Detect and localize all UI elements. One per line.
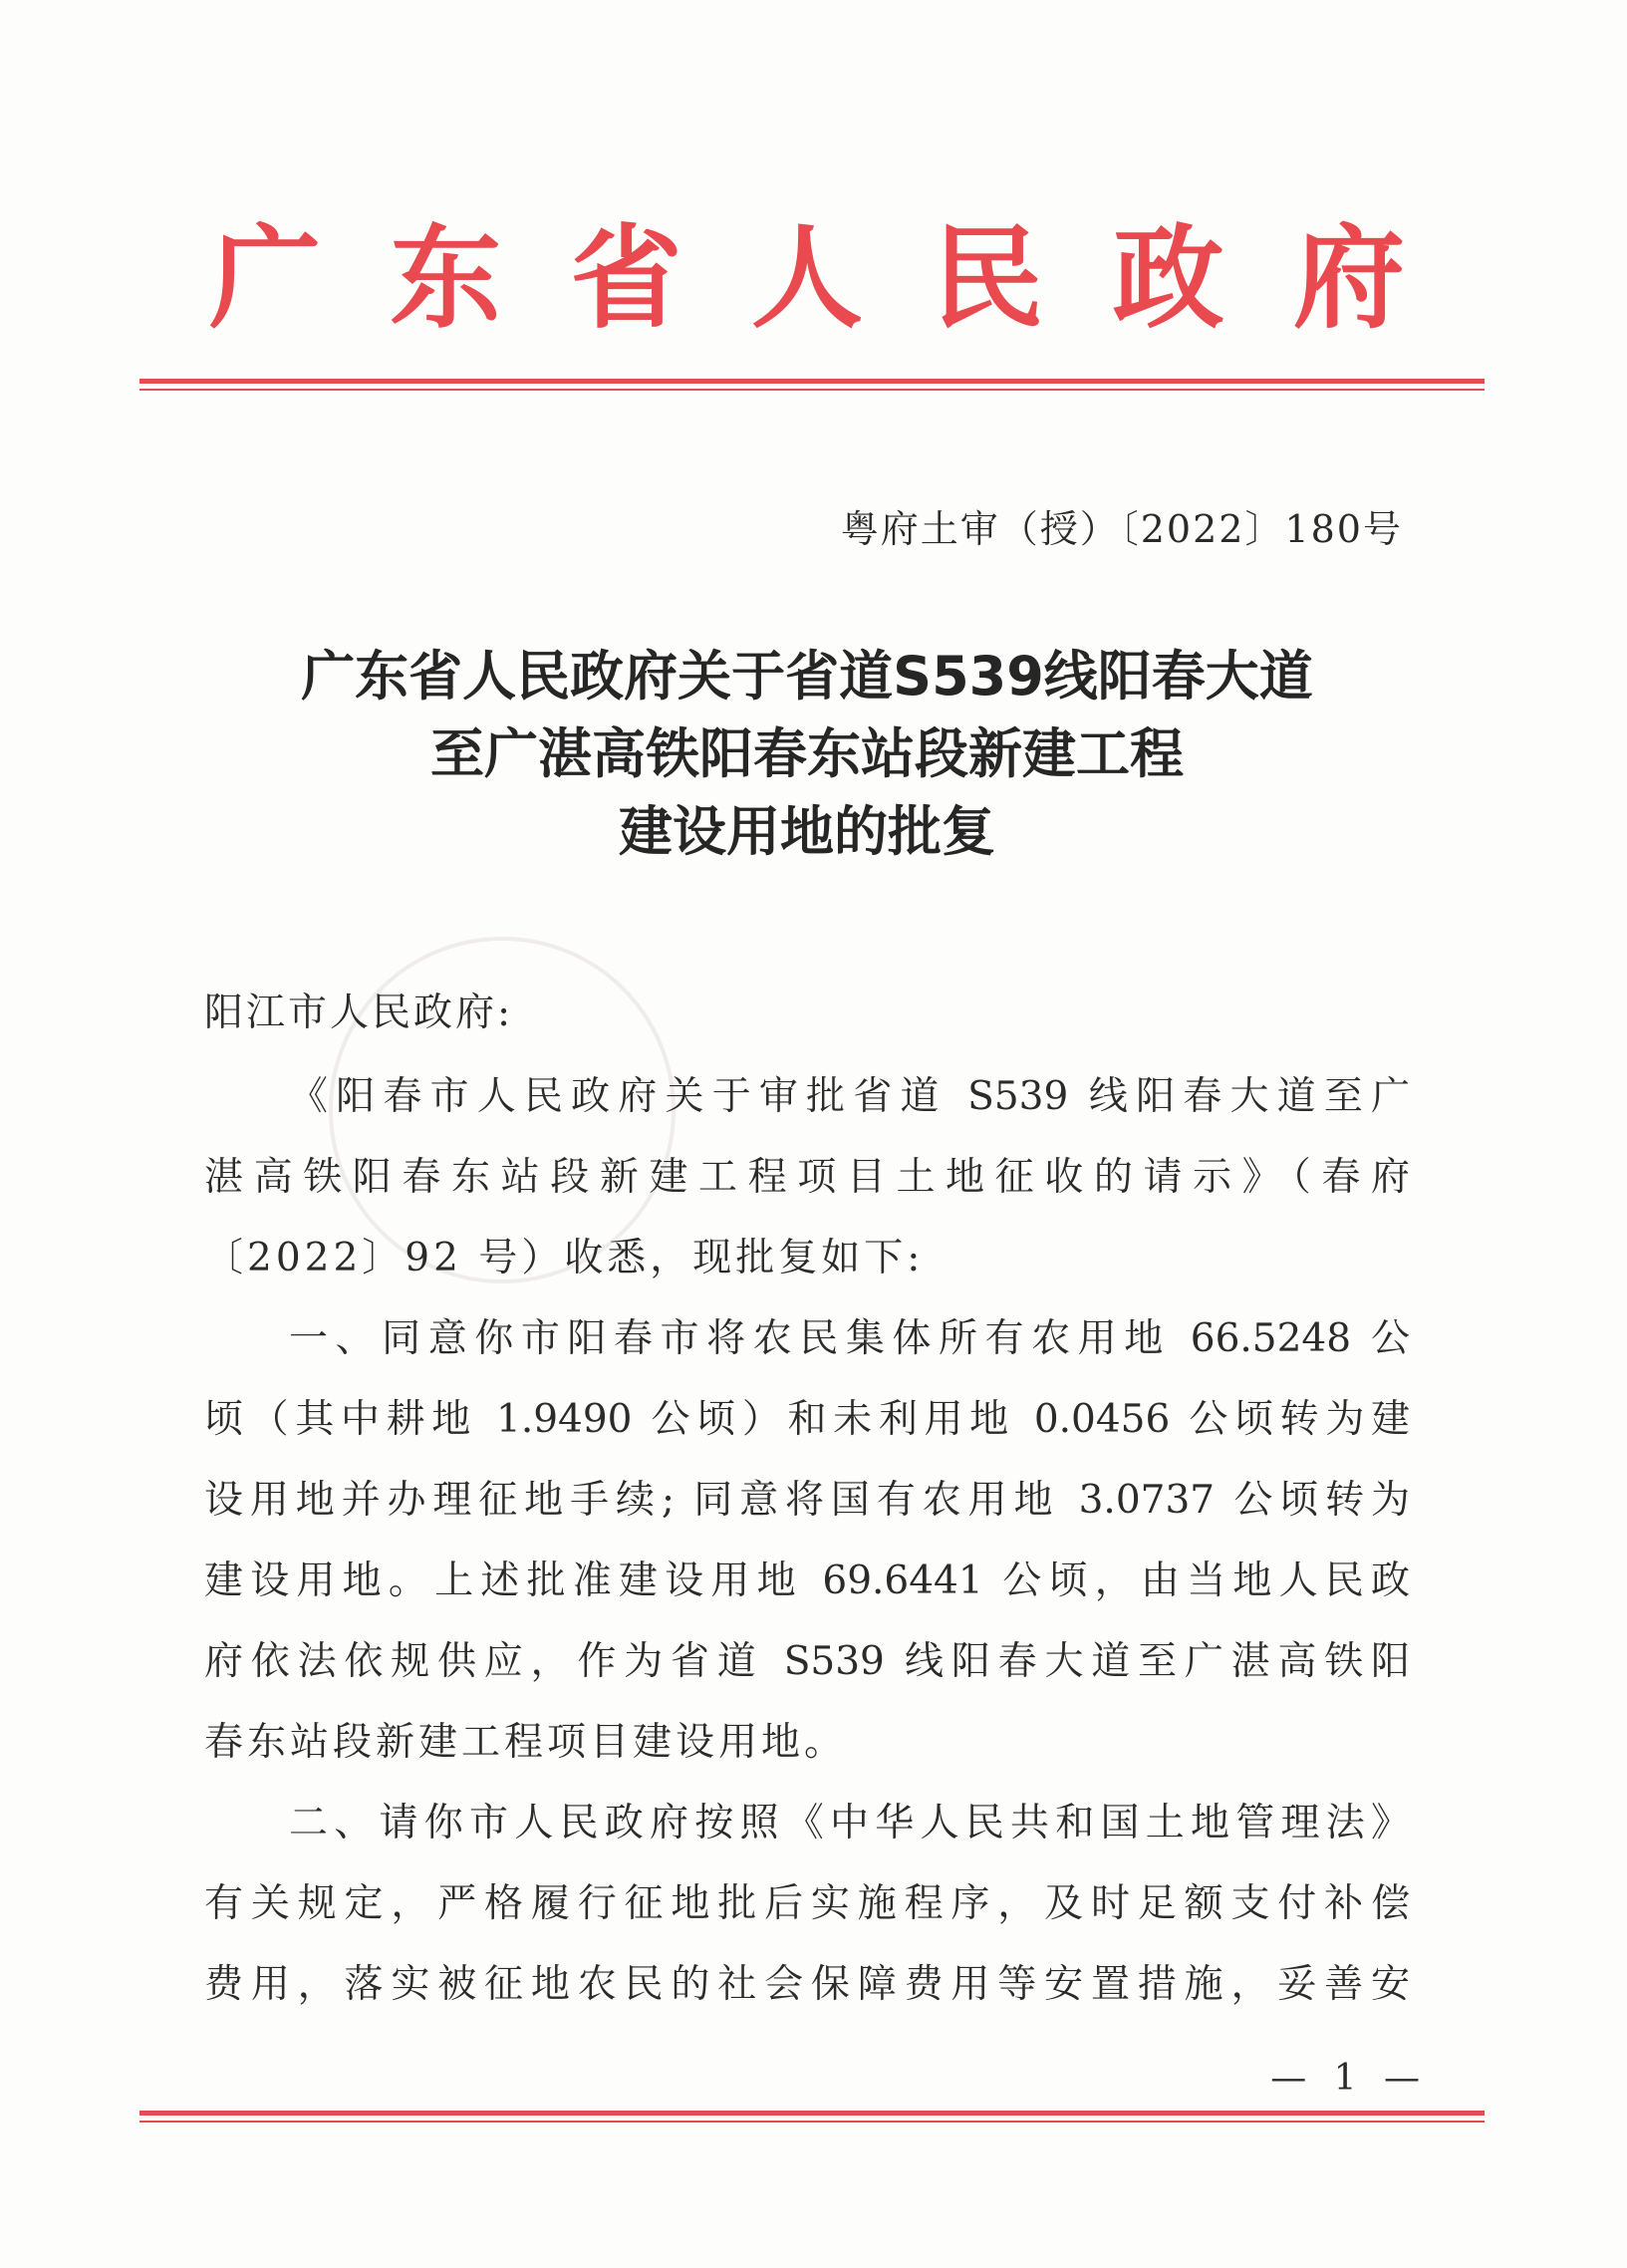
document-body: [204, 1056, 1410, 2025]
document-title: [179, 638, 1435, 871]
body-line: 湛高铁阳春东站段新建工程项目土地征收的请示》（春府: [204, 1155, 1410, 1200]
header-char: 省: [570, 213, 682, 344]
header-char: 广: [209, 213, 321, 344]
footer-red-rule-thick: [139, 2111, 1485, 2116]
header-red-rule-thick: [139, 379, 1485, 384]
header-char: 政: [1112, 213, 1224, 344]
header-char: 人: [750, 213, 863, 344]
body-line: 一、同意你市阳春市将农民集体所有农用地 66.5248 公: [289, 1316, 1410, 1361]
title-line: 至广湛高铁阳春东站段新建工程: [430, 722, 1184, 785]
header-char: 民: [932, 213, 1044, 344]
document-number: 粤府土审（授）〔2022〕180号: [840, 507, 1403, 551]
body-line: 费用，落实被征地农民的社会保障费用等安置措施，妥善安: [204, 1962, 1410, 2007]
page-number: — 1 —: [1270, 2058, 1428, 2099]
issuing-authority-header: [209, 204, 1405, 354]
body-line: 有关规定，严格履行征地批后实施程序，及时足额支付补偿: [204, 1881, 1410, 1926]
body-line: 建设用地。上述批准建设用地 69.6441 公顷，由当地人民政: [204, 1559, 1410, 1603]
addressee: 阳江市人民政府:: [204, 991, 514, 1035]
body-line: 二、请你市人民政府按照《中华人民共和国土地管理法》: [289, 1801, 1410, 1845]
body-line: 春东站段新建工程项目建设用地。: [204, 1720, 848, 1765]
body-line: 〔2022〕92 号）收悉，现批复如下:: [204, 1236, 925, 1280]
header-char: 府: [1292, 213, 1405, 344]
header-red-rule-thin: [139, 389, 1485, 391]
title-line: 广东省人民政府关于省道S539线阳春大道: [301, 645, 1313, 708]
body-line: 设用地并办理征地手续; 同意将国有农用地 3.0737 公顷转为: [204, 1478, 1410, 1523]
body-line: 《阳春市人民政府关于审批省道 S539 线阳春大道至广: [289, 1074, 1410, 1119]
header-char: 东: [390, 213, 502, 344]
body-line: 顷（其中耕地 1.9490 公顷）和未利用地 0.0456 公顷转为建: [204, 1397, 1410, 1442]
footer-red-rule-thin: [139, 2121, 1485, 2123]
body-line: 府依法依规供应，作为省道 S539 线阳春大道至广湛高铁阳: [204, 1639, 1410, 1684]
title-line: 建设用地的批复: [619, 800, 995, 863]
